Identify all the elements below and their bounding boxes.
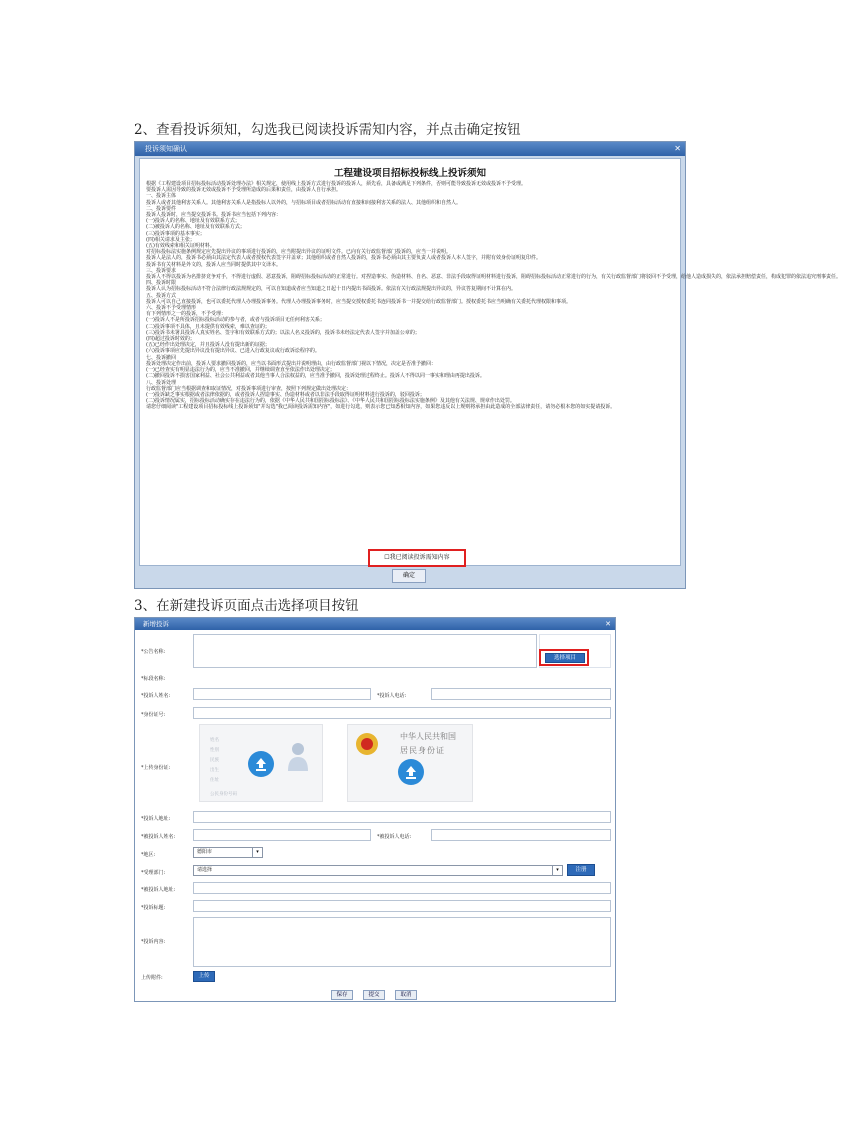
notice-body [139,158,841,566]
announcement-field[interactable] [193,634,537,668]
notice-line: (三)投诉事项的基本事实； [146,230,205,237]
respondent-name-input[interactable] [193,829,371,841]
upload-icon[interactable] [398,759,424,785]
notice-text [146,181,841,411]
label-upload-id: *上传身份证: [141,765,171,771]
register-button[interactable]: 注册 [567,864,595,876]
new-complaint-title: 新增投诉 [135,618,615,630]
notice-dialog-title: 投诉须知确认 [135,142,685,156]
id-back-subtitle: 居民身份证 [400,746,445,755]
notice-line: 投诉人不得以投诉为名排挤竞争对手，不得进行虚假、恶意投诉，阻碍招标投标活动的正常进行。对捏造事实、伪造材料、自名、恶意、非法手段取得证明材料进行投诉，阻碍招标投标活动正常进行的行为，有关行政监督部门将驳回不予受理，给他人造成损失的，依法承担赔偿责任，构成犯罪的依法追究刑事责任。 [146,274,841,281]
respondent-phone-input[interactable] [431,829,611,841]
cancel-button[interactable]: 取消 [395,990,417,1000]
notice-line: 投诉人认为招标投标活动不符合法律行政法规规定的，可以自知道或者应当知道之日起十日内提出书面投诉。依法有关行政法规提出异议的，异议答复期间不计算在内。 [146,286,517,293]
label-subject: *投诉标题: [141,905,166,911]
department-value: 请选择 [197,867,213,873]
label-department: *受理部门: [141,870,166,876]
select-project-button[interactable]: 选择项目 [545,653,585,663]
subject-input[interactable] [193,900,611,912]
label-respondent-phone: *被投诉人电话: [377,834,412,840]
new-complaint-screenshot [134,617,616,1002]
id-field-label: 住址 [210,778,219,783]
notice-line: (五)有效线索和相关证明材料。 [146,243,215,250]
notice-line: 投诉人投诉时，应当提交投诉书。投诉书应当包括下列内容： [146,212,282,219]
notice-line: (二)投诉情况属实，招标投标活动确实存在违法行为的，依据《中华人民共和国招标投标法》、《中华人民共和国招标投标法实施条例》及其他有关法规、规章作出处罚。 [146,398,515,405]
notice-dialog-screenshot [134,141,841,589]
notice-line: 对招标投标法实施条例规定应先提出异议的事项进行投诉的，应当附提出异议的证明文件。已向有关行政监督部门投诉的，应当一并说明。 [146,249,452,256]
id-field-label: 性别 [210,748,219,753]
notice-line: 投诉处理决定作出前，投诉人要求撤回投诉的，应当以书面形式提出并说明理由，由行政监督部门视以下情况，决定是否准予撤回： [146,360,437,367]
label-attachment: 上传附件: [141,975,163,981]
notice-line: (一)投诉人的名称、地址及有效联系方式； [146,218,240,225]
label-bid-section: *标段名称: [141,676,166,682]
notice-line: 二、投诉要件 [146,205,177,212]
id-front-upload[interactable] [199,724,323,802]
chevron-down-icon: ▾ [552,866,562,875]
id-field-label: 姓名 [210,738,219,743]
notice-line: (五)已经作出处理决定，并且投诉人没有提出新的证据； [146,342,270,349]
notice-line: 投诉人是法人的，投诉书必须由其法定代表人或者授权代表签字并盖章；其他组织或者自然人投诉的，投诉书必须由其主要负责人或者投诉人本人签字，并附有效身份证明复印件。 [146,255,542,262]
id-back-title: 中华人民共和国 [400,732,456,741]
complainant-phone-input[interactable] [431,688,611,700]
id-number-input[interactable] [193,707,611,719]
notice-heading: 工程建设项目招标投标线上投诉须知 [333,168,486,179]
notice-line: 一、投诉主体 [146,193,177,200]
highlight-box [539,649,589,666]
close-icon[interactable]: ✕ [674,144,681,153]
chevron-down-icon: ▾ [252,848,262,857]
notice-line: (二)撤回投诉不损害国家利益、社会公共利益或者其他当事人合法权益的，应当准予撤回，投诉处理过程终止。投诉人不得以同一事实和理由再提出投诉。 [146,373,485,380]
notice-line: 有下列情形之一的投诉，不予受理： [146,311,227,318]
label-complainant-name: *投诉人姓名: [141,693,171,699]
notice-line: 投诉人或者其他利害关系人。其他利害关系人是指投标人以外的，与招标项目或者招标活动有直接和间接利害关系的法人、其他组织和自然人。 [146,199,462,206]
notice-line: 行政监督部门应当根据调查和取证情况，对投诉事项进行审查，按照下列规定做出处理决定： [146,385,352,392]
id-back-upload[interactable] [347,724,473,802]
notice-line: 要投诉人需因导致的投诉无效或投诉不予受理所造成的后果和责任，由投诉人自行承担。 [146,187,342,194]
department-select[interactable] [193,865,563,876]
label-announcement: *公告名称: [141,649,166,655]
portrait-icon [286,739,310,771]
ok-button[interactable]: 确定 [392,569,426,583]
respondent-address-input[interactable] [193,882,611,894]
notice-line: 七、投诉撤回 [146,354,177,361]
upload-icon[interactable] [248,751,274,777]
notice-line: (二)投诉事项不具体，且未提供有效线索，难以查证的； [146,323,270,330]
step-3-caption: 3、在新建投诉页面点击选择项目按钮 [134,598,359,614]
id-field-label: 出生 [210,768,219,773]
complainant-name-input[interactable] [193,688,371,700]
notice-line: 四、投诉时限 [146,280,177,287]
notice-line: (一)投诉缺乏事实根据或者法律依据的，或者投诉人捏造事实、伪造材料或者以非法手段取得证明材料进行投诉的，驳回投诉； [146,391,425,398]
complainant-address-input[interactable] [193,811,611,823]
notice-line: (六)投诉事项应先提出异议没有提出异议、已进入行政复议或行政诉讼程序的。 [146,348,320,355]
label-respondent-address: *被投诉人地址: [141,887,176,893]
notice-line: 五、投诉方式 [146,292,177,299]
notice-line: 八、投诉处理 [146,379,177,386]
notice-line: (四)相关请求及主张； [146,236,195,243]
notice-line: 六、投诉不予受理情形 [146,305,197,312]
region-select[interactable] [193,847,263,858]
label-respondent-name: *被投诉人姓名: [141,834,176,840]
notice-line: (二)被投诉人的名称、地址及有效联系方式； [146,224,245,231]
notice-line: (三)投诉书未署具投诉人真实姓名、签字和有效联系方式的；以法人名义投诉的，投诉书未经法定代表人签字并加盖公章的； [146,329,420,336]
notice-line: 请您仔细阅读"工程建设项目招标投标线上投诉须知"并勾选"我已阅读投诉需知内容"，如进行勾选，则表示您已知悉相知内容，如果您违反以上规则将承担由此造成的全部法律责任，请勿必根本您的如实提请投诉。 [146,404,616,411]
step-2-caption: 2、查看投诉须知，勾选我已阅读投诉需知内容，并点击确定按钮 [134,122,521,138]
id-field-label: 公民身份号码 [210,792,237,797]
notice-line: (一)投诉人不是所投诉招标投标活动的参与者，或者与投诉项目无任何利害关系； [146,317,325,324]
notice-line: (四)超过投诉时效的； [146,336,195,343]
save-button[interactable]: 保存 [331,990,353,1000]
close-icon[interactable]: ✕ [605,620,611,628]
label-content: *投诉内容: [141,939,166,945]
notice-line: 投诉书有关材料是外文的，投诉人应当同时提供其中文译本。 [146,261,282,268]
label-complainant-phone: *投诉人电话: [377,693,407,699]
label-id-number: *身份证号: [141,712,166,718]
read-confirm-checkbox[interactable]: ☐我已阅读投诉需知内容 [368,549,466,567]
id-field-label: 民族 [210,758,219,763]
notice-line: 三、投诉要求 [146,267,177,274]
label-region: *地区: [141,852,156,858]
notice-line: 投诉人可以自己直接投诉，也可以委托代理人办理投诉事务。代理人办理投诉事务时，应当提交授权委托书连同投诉书一并提交给行政监督部门。授权委托书应当明确有关委托代理权限和事项。 [146,298,572,305]
content-textarea[interactable] [193,917,611,967]
label-complainant-address: *投诉人地址: [141,816,171,822]
notice-line: (一)已经查实有明显违法行为的，应当不准撤回，并继续调查直至依法作出处理决定； [146,367,335,374]
national-emblem-icon [356,733,378,755]
region-value: 德阳市 [197,849,213,855]
upload-button[interactable]: 上传 [193,971,215,982]
submit-button[interactable]: 提交 [363,990,385,1000]
notice-line: 根据《工程建设项目招标投标活动投诉处理办法》相关规定，使用线上投诉方式进行投诉的投诉人，须先看，具备或满足下列条件，否则可能导致投诉无效或投诉不予受理。 [146,181,527,187]
